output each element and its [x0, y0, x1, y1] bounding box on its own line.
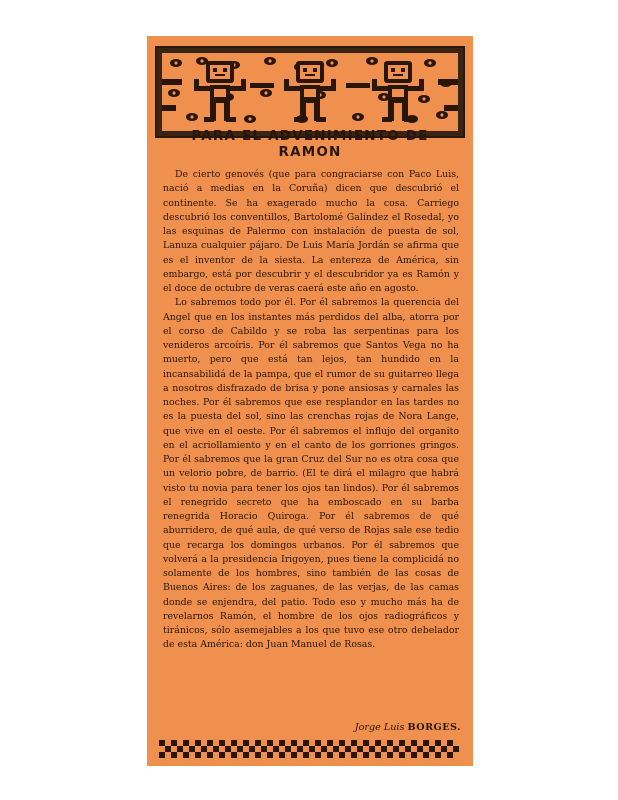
author-first-name: Jorge Luis [354, 722, 405, 733]
author-last-name: BORGES. [407, 722, 461, 733]
author-signature [355, 722, 461, 733]
article-body [163, 168, 459, 653]
decorative-banner [155, 46, 465, 138]
article-title: PARA EL ADVENIMIENTO DE [191, 128, 429, 144]
paragraph-1: De cierto genovés (que para congraciarse con Paco Luis, nació a medias en la Coruña) dicen que descubrió el continente. Se ha exagerado mucho la cosa. Carriego descubrió los conventillos, Bartolomé Galíndez el Rosedal, yo las esquinas de Palermo con instalación de puesta de sol, Lanuza cualquier pájaro. De Luis María Jordán se afirma que es el inventor de la siesta. La entereza de América, sin embargo, está por descubrir y el descubridor ya es Ramón y el doce de octubre de veras caerá este año en agosto. [163, 169, 459, 294]
newspaper-clipping [147, 36, 473, 766]
figures-frieze-illustration [162, 53, 458, 131]
checkerboard-border [159, 740, 461, 758]
paragraph-2: Lo sabremos todo por él. Por él sabremos la querencia del Angel que en los instantes más perdidos del alba, atorra por el corso de Cabildo y se roba las serpentinas para los venideros arcoíris. Por él sabremos que Santos Vega no ha muerto, pero que está tan lejos, tan hundido en la incansabilidá de la pampa, que el rumor de su guitarreo llega a nosotros disfrazado de brisa y pone ansiosas y carnales las noches. Por él sabremos que ese resplandor en las tardes no es la puesta del sol, sino las crenchas rojas de Nora Lange, que vive en el oeste. Por él sabremos el influjo del organito en el acriollamiento y en el canto de los gorriones gringos. Por él sabremos que la gran Cruz del Sur no es otra cosa que un velorio pobre, de barrio. (El te dirá el milagro que habrá visto tu novia para tener los ojos tan lindos). Por él sabremos el renegrido secreto que ha emboscado en su barba renegrida Horacio Quiroga. Por él sabremos de qué aburridero, de qué aula, de qué verso de Rojas sale ese tedio que recarga los domingos urbanos. Por él sabremos que volverá a la presidencia Irigoyen, pues tiene la complicidá no solamente de los hombres, sino también de las cosas de Buenos Aires: de los zaguanes, de las verjas, de las camas donde se enjendra, del patio. Todo eso y mucho más ha de revelarnos Ramón, el hombre de los ojos radiográficos y tiránicos, sólo asemejables a los que tuvo ese otro debelador de esta América: don Juan Manuel de Rosas. [163, 297, 459, 651]
article-title-line2: RAMON [278, 144, 342, 160]
